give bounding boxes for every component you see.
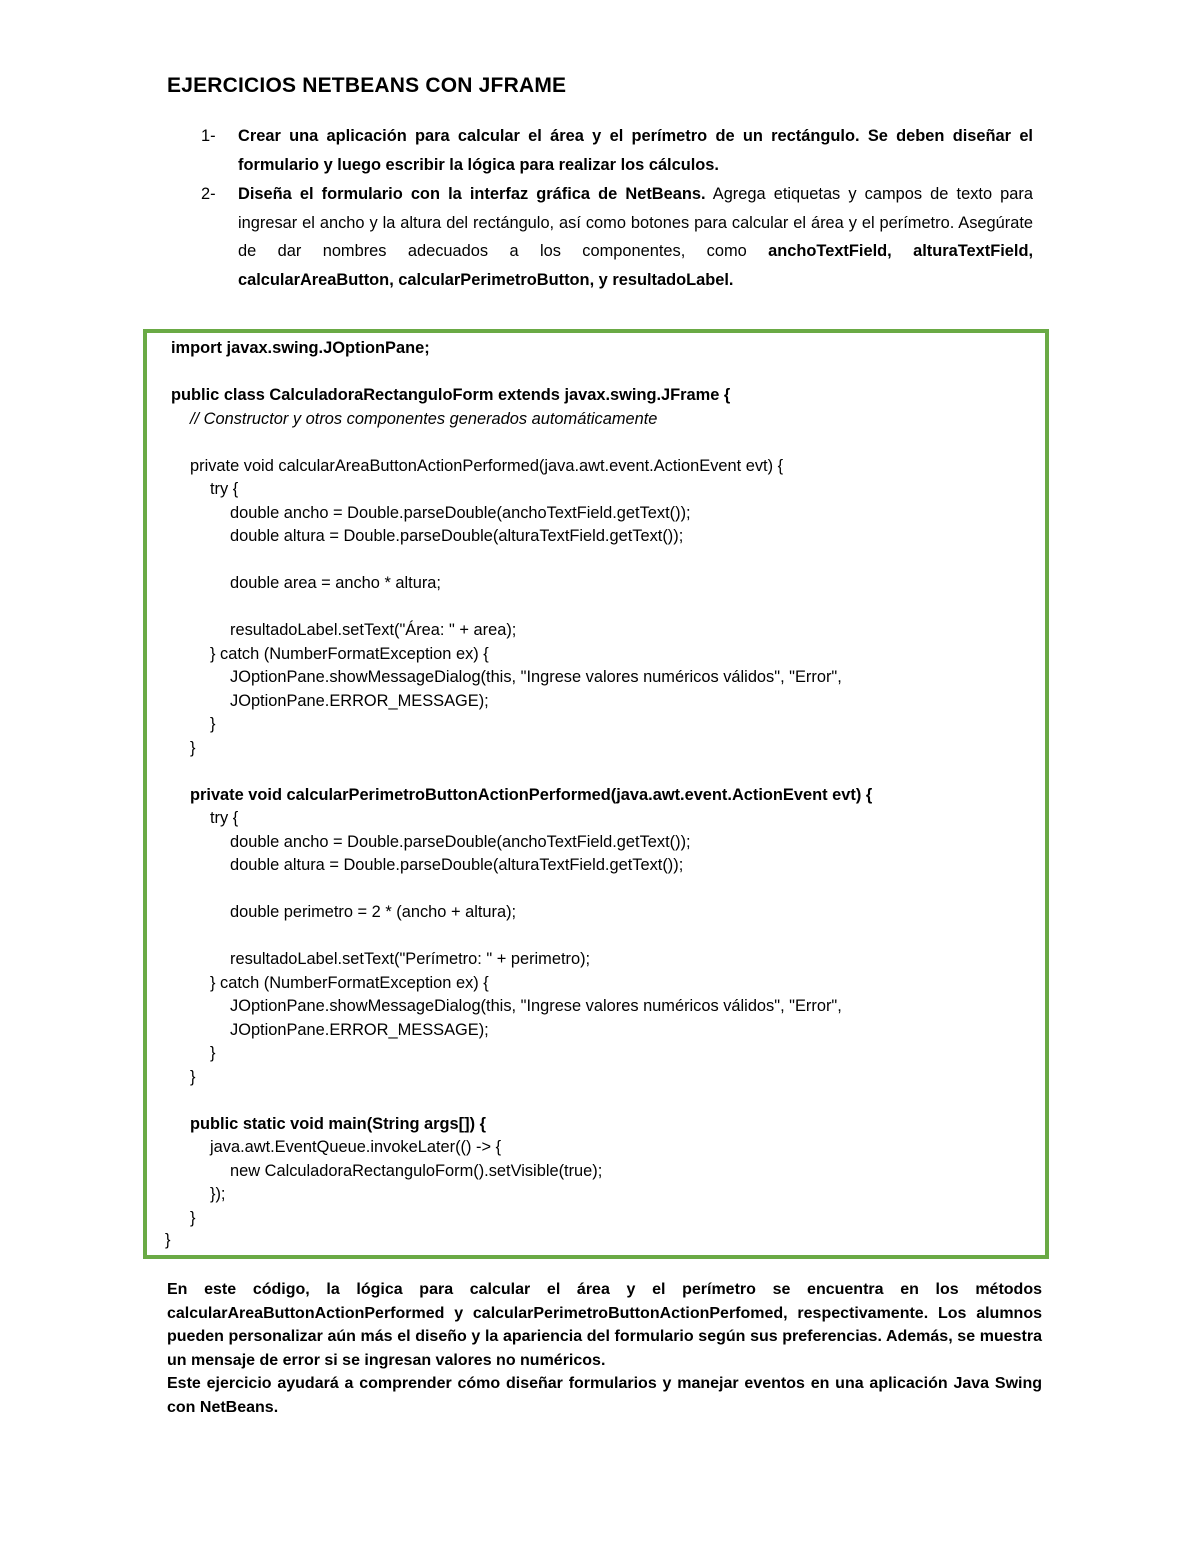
code-line: } catch (NumberFormatException ex) {	[210, 644, 489, 663]
code-line: }	[210, 715, 216, 733]
code-box	[143, 329, 1049, 1259]
code-line: private void calcularAreaButtonActionPerformed(java.awt.event.ActionEvent evt) {	[190, 456, 784, 475]
code-line	[171, 760, 872, 784]
code-line: try {	[210, 809, 239, 827]
code-line: public class CalculadoraRectanguloForm extends javax.swing.JFrame {	[171, 386, 731, 404]
code-line	[171, 1089, 872, 1113]
code-line: import javax.swing.JOptionPane;	[171, 339, 430, 357]
exercise-number: 1-	[201, 127, 216, 145]
code-line	[171, 878, 872, 902]
code-line: JOptionPane.ERROR_MESSAGE);	[230, 691, 489, 710]
code-line: try {	[210, 480, 239, 498]
code-line: JOptionPane.ERROR_MESSAGE);	[230, 1020, 489, 1039]
code-line: new CalculadoraRectanguloForm().setVisible(true);	[230, 1161, 603, 1180]
code-line: double area = ancho * altura;	[230, 574, 441, 592]
code-line: double altura = Double.parseDouble(alturaTextField.getText());	[230, 856, 684, 874]
code-line	[171, 925, 872, 949]
code-closing-brace: }	[165, 1231, 171, 1249]
exercise-text: Crear una aplicación para calcular el área y el perímetro de un rectángulo. Se deben diseñar el formulario y luego escribir la lógica para realizar los cálculos.	[238, 127, 1033, 174]
code-line: JOptionPane.showMessageDialog(this, "Ingrese valores numéricos válidos", "Error",	[230, 668, 842, 686]
exercise-item-1	[167, 122, 1033, 179]
conclusion-paragraph-1: En este código, la lógica para calcular el área y el perímetro se encuentra en los métodos calcularAreaButtonActionPerformed y calcularPerimetroButtonActionPerfomed, respectivamente. Los alumnos pueden personalizar aún más el diseño y la apariencia del formulario según sus preferencias. Además, se muestra un mensaje de error si se ingresan valores no numéricos.	[167, 1281, 1042, 1369]
code-line: }	[190, 738, 196, 757]
code-line: double ancho = Double.parseDouble(anchoTextField.getText());	[230, 503, 691, 522]
code-line: resultadoLabel.setText("Perímetro: " + perimetro);	[230, 950, 591, 968]
exercise-number: 2-	[201, 185, 216, 203]
conclusion-paragraph-2: Este ejercicio ayudará a comprender cómo diseñar formularios y manejar eventos en una aplicación Java Swing con NetBeans.	[167, 1375, 1042, 1416]
code-line: });	[210, 1185, 226, 1203]
exercise-item-2	[167, 180, 1033, 294]
code-line: }	[190, 1067, 196, 1086]
code-line: // Constructor y otros componentes generados automáticamente	[190, 409, 658, 428]
code-line	[171, 596, 872, 620]
code-block	[171, 337, 872, 1230]
code-line	[171, 549, 872, 573]
code-line: JOptionPane.showMessageDialog(this, "Ingrese valores numéricos válidos", "Error",	[230, 997, 842, 1015]
code-line: }	[210, 1044, 216, 1062]
code-line: resultadoLabel.setText("Área: " + area);	[230, 621, 517, 639]
code-line: } catch (NumberFormatException ex) {	[210, 973, 489, 992]
exercise-text: Agrega etiquetas y campos de texto para ingresar el ancho y la altura del rectángulo, así como botones para calcular el área y el perímetro. Asegúrate de dar nombres adecuados a los componentes, como	[238, 185, 1033, 260]
code-line: private void calcularPerimetroButtonActionPerformed(java.awt.event.ActionEvent evt) {	[190, 785, 873, 804]
conclusion	[167, 1278, 1042, 1420]
exercise-text-bold: Diseña el formulario con la interfaz gráfica de NetBeans.	[238, 185, 706, 203]
code-line: public static void main(String args[]) {	[190, 1114, 486, 1133]
code-line: }	[190, 1208, 196, 1227]
code-line	[171, 361, 872, 385]
code-line: double ancho = Double.parseDouble(anchoTextField.getText());	[230, 832, 691, 851]
code-line: double perimetro = 2 * (ancho + altura);	[230, 903, 517, 921]
code-line	[171, 431, 872, 455]
code-line: java.awt.EventQueue.invokeLater(() -> {	[210, 1138, 502, 1156]
component-names: anchoTextField, alturaTextField, calcularAreaButton, calcularPerimetroButton, y resultadoLabel.	[238, 242, 1034, 289]
code-line: double altura = Double.parseDouble(alturaTextField.getText());	[230, 527, 684, 545]
exercise-list	[167, 122, 1033, 294]
document-title: EJERCICIOS NETBEANS CON JFRAME	[167, 74, 567, 97]
